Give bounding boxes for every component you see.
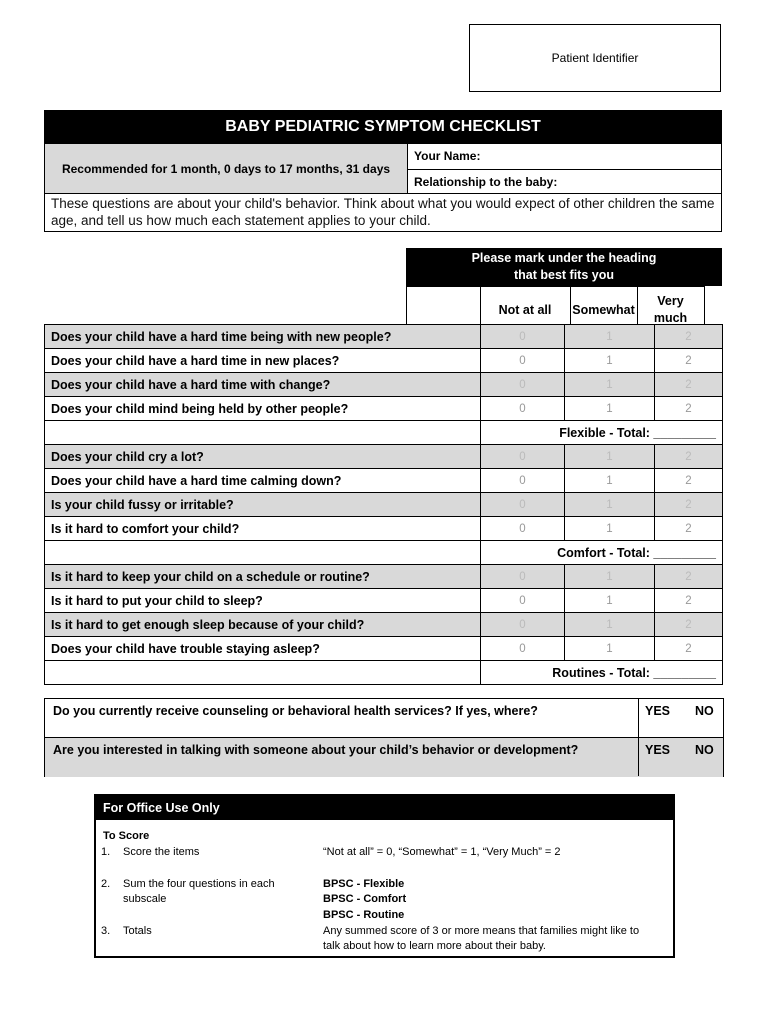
services-yes[interactable]: YES — [645, 704, 671, 718]
services-row-1 — [45, 699, 723, 738]
intro-text: These questions are about your child's behavior. Think about what you would expect of other children the same age, and tell us how much each statement applies to your child. — [44, 194, 722, 232]
score-somewhat[interactable]: 1 — [565, 493, 655, 517]
total-row-blank — [45, 661, 481, 685]
question-text: Does your child have a hard time calming down? — [45, 469, 481, 493]
question-text: Does your child mind being held by other people? — [45, 397, 481, 421]
interest-no[interactable]: NO — [695, 743, 714, 757]
score-very-much[interactable]: 2 — [655, 445, 723, 469]
step1-detail: “Not at all” = 0, “Somewhat” = 1, “Very Much” = 2 — [323, 846, 561, 858]
total-row-blank — [45, 541, 481, 565]
services-no[interactable]: NO — [695, 704, 714, 718]
question-text: Does your child have a hard time being with new people? — [45, 325, 481, 349]
step2-text-b: subscale — [123, 893, 167, 905]
relationship-label: Relationship to the baby: — [414, 174, 558, 189]
question-row — [45, 589, 723, 613]
total-row — [45, 661, 723, 685]
score-somewhat[interactable]: 1 — [565, 373, 655, 397]
subscale-total[interactable]: Flexible - Total: _________ — [481, 421, 723, 445]
office-use-box — [94, 794, 675, 958]
age-recommendation: Recommended for 1 month, 0 days to 17 months, 31 days — [45, 144, 408, 193]
interest-yes[interactable]: YES — [645, 743, 671, 757]
step3-detail-a: Any summed score of 3 or more means that families might like to — [323, 925, 640, 937]
question-row — [45, 493, 723, 517]
score-not-at-all[interactable]: 0 — [481, 517, 565, 541]
step3-number: 3. — [101, 925, 111, 937]
score-very-much[interactable]: 2 — [655, 565, 723, 589]
subscale-total[interactable]: Comfort - Total: _________ — [481, 541, 723, 565]
score-not-at-all[interactable]: 0 — [481, 373, 565, 397]
patient-identifier-box[interactable] — [469, 24, 721, 92]
subscale-routine: BPSC - Routine — [323, 909, 405, 921]
checklist-title: BABY PEDIATRIC SYMPTOM CHECKLIST — [44, 110, 722, 144]
score-very-much[interactable]: 2 — [655, 589, 723, 613]
services-divider — [638, 699, 639, 776]
your-name-field[interactable] — [408, 144, 722, 168]
question-text: Is it hard to keep your child on a schedule or routine? — [45, 565, 481, 589]
step3-detail-b: talk about how to learn more about their baby. — [323, 940, 546, 952]
instruction-text: Please mark under the heading that best fits you — [471, 251, 657, 282]
question-table — [44, 324, 723, 685]
question-row — [45, 325, 723, 349]
score-somewhat[interactable]: 1 — [565, 517, 655, 541]
question-row — [45, 445, 723, 469]
question-text: Does your child have trouble staying asleep? — [45, 637, 481, 661]
total-row — [45, 421, 723, 445]
score-not-at-all[interactable]: 0 — [481, 445, 565, 469]
total-row-blank — [45, 421, 481, 445]
services-row-2 — [45, 738, 723, 777]
score-very-much[interactable]: 2 — [655, 613, 723, 637]
column-not-at-all: Not at all — [480, 287, 570, 334]
office-title: For Office Use Only — [96, 796, 673, 820]
question-text: Does your child cry a lot? — [45, 445, 481, 469]
step2-text-a: Sum the four questions in each — [123, 878, 275, 890]
score-somewhat[interactable]: 1 — [565, 349, 655, 373]
score-very-much[interactable]: 2 — [655, 325, 723, 349]
question-text: Is your child fussy or irritable? — [45, 493, 481, 517]
question-row — [45, 373, 723, 397]
score-not-at-all[interactable]: 0 — [481, 613, 565, 637]
question-row — [45, 613, 723, 637]
patient-identifier-label: Patient Identifier — [551, 51, 639, 65]
question-row — [45, 349, 723, 373]
score-very-much[interactable]: 2 — [655, 469, 723, 493]
score-not-at-all[interactable]: 0 — [481, 565, 565, 589]
score-somewhat[interactable]: 1 — [565, 469, 655, 493]
step1-text: Score the items — [123, 846, 200, 858]
question-text: Is it hard to put your child to sleep? — [45, 589, 481, 613]
to-score-label: To Score — [103, 830, 150, 842]
subscale-flexible: BPSC - Flexible — [323, 878, 405, 890]
score-somewhat[interactable]: 1 — [565, 589, 655, 613]
services-question: Do you currently receive counseling or behavioral health services? If yes, where? — [53, 704, 538, 718]
score-not-at-all[interactable]: 0 — [481, 325, 565, 349]
column-somewhat: Somewhat — [570, 287, 637, 334]
score-very-much[interactable]: 2 — [655, 517, 723, 541]
step3-text: Totals — [123, 925, 152, 937]
score-not-at-all[interactable]: 0 — [481, 397, 565, 421]
score-very-much[interactable]: 2 — [655, 373, 723, 397]
score-very-much[interactable]: 2 — [655, 397, 723, 421]
score-very-much[interactable]: 2 — [655, 637, 723, 661]
score-not-at-all[interactable]: 0 — [481, 589, 565, 613]
score-somewhat[interactable]: 1 — [565, 397, 655, 421]
question-text: Is it hard to comfort your child? — [45, 517, 481, 541]
question-row — [45, 517, 723, 541]
score-not-at-all[interactable]: 0 — [481, 637, 565, 661]
services-box — [44, 698, 724, 777]
step2-number: 2. — [101, 878, 111, 890]
score-somewhat[interactable]: 1 — [565, 637, 655, 661]
interest-question: Are you interested in talking with someone about your child’s behavior or development? — [53, 743, 579, 757]
score-not-at-all[interactable]: 0 — [481, 469, 565, 493]
score-not-at-all[interactable]: 0 — [481, 493, 565, 517]
question-row — [45, 469, 723, 493]
score-somewhat[interactable]: 1 — [565, 613, 655, 637]
instruction-header — [406, 248, 722, 286]
relationship-field[interactable] — [408, 169, 722, 193]
score-somewhat[interactable]: 1 — [565, 325, 655, 349]
subscale-comfort: BPSC - Comfort — [323, 893, 407, 905]
question-text: Is it hard to get enough sleep because of your child? — [45, 613, 481, 637]
score-very-much[interactable]: 2 — [655, 349, 723, 373]
score-very-much[interactable]: 2 — [655, 493, 723, 517]
header-info — [44, 144, 722, 194]
question-row — [45, 397, 723, 421]
subscale-total[interactable]: Routines - Total: _________ — [481, 661, 723, 685]
question-row — [45, 565, 723, 589]
question-row — [45, 637, 723, 661]
question-text: Does your child have a hard time in new places? — [45, 349, 481, 373]
score-somewhat[interactable]: 1 — [565, 445, 655, 469]
question-text: Does your child have a hard time with change? — [45, 373, 481, 397]
total-row — [45, 541, 723, 565]
score-somewhat[interactable]: 1 — [565, 565, 655, 589]
score-not-at-all[interactable]: 0 — [481, 349, 565, 373]
your-name-label: Your Name: — [414, 149, 481, 163]
column-very-much-text: Very much — [653, 294, 688, 325]
step1-number: 1. — [101, 846, 111, 858]
